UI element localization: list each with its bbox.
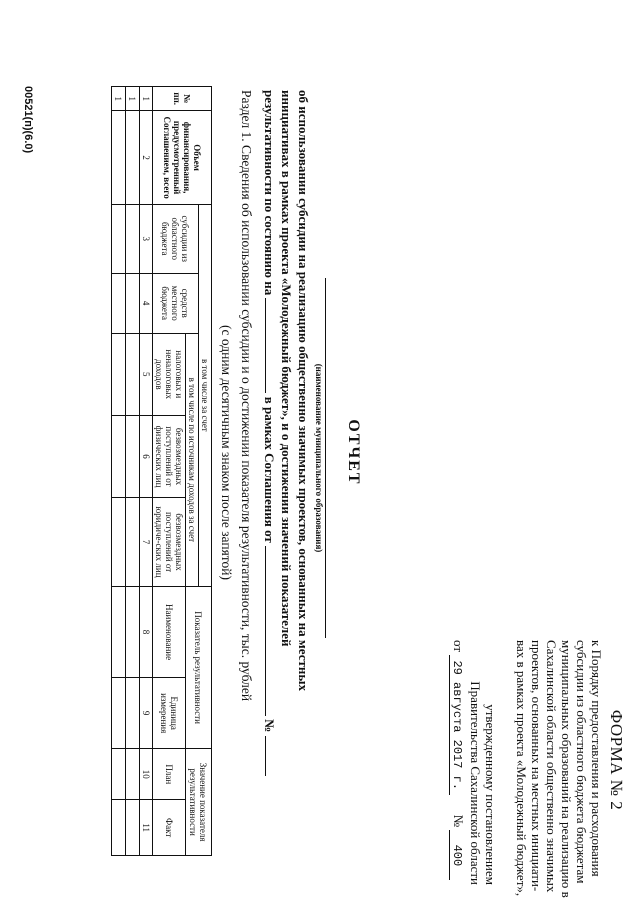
approved-line: Правительства Сахалинской области <box>468 681 483 885</box>
subject-line: инициативах в рамках проекта «Молодежный бюджет», и о достижении значений показателей <box>279 90 294 647</box>
column-number: 9 <box>140 678 153 749</box>
municipality-caption: (наименование муниципального образования) <box>314 363 324 553</box>
table-row <box>112 87 126 856</box>
order-line: муниципальных образований на реализацию в <box>559 640 574 898</box>
order-line: вах в рамках проекта «Молодежный бюджет», <box>514 640 529 897</box>
agreement-number-sign: № <box>262 719 277 733</box>
header-ind-unit: Единица измерения <box>153 678 186 749</box>
order-line: субсидии из областного бюджета бюджетам <box>574 640 589 884</box>
table-cell[interactable] <box>112 587 126 678</box>
header-phys: безвозмездных поступлений от физических лиц <box>153 415 186 497</box>
approved-line: утвержденному постановлением <box>483 704 498 885</box>
table-cell[interactable] <box>112 800 126 856</box>
table-cell[interactable] <box>126 587 140 678</box>
column-number-row <box>140 87 153 856</box>
table-cell[interactable] <box>126 415 140 497</box>
header-plan: План <box>153 749 186 800</box>
subsidy-table <box>111 86 212 856</box>
column-number: 4 <box>140 273 153 333</box>
approved-by <box>468 640 498 885</box>
header-including: в том числе за счет <box>199 204 212 586</box>
header-sources: в том числе по источникам доходов за счет <box>186 333 199 586</box>
column-number: 1 <box>140 87 153 111</box>
approval-date: 29 августа 2017 г. <box>449 655 464 795</box>
as-of-label: результативности по состоянию на <box>262 90 277 296</box>
table-cell[interactable] <box>112 111 126 204</box>
table-cell[interactable] <box>126 204 140 273</box>
agreement-number-field[interactable] <box>265 736 277 776</box>
column-number: 2 <box>140 111 153 204</box>
table-cell[interactable] <box>126 749 140 800</box>
column-number: 3 <box>140 204 153 273</box>
header-value: Значение показателя результативности <box>186 749 212 856</box>
report-title: ОТЧЕТ <box>345 419 362 486</box>
table-cell[interactable] <box>112 415 126 497</box>
table-cell[interactable] <box>126 273 140 333</box>
report-subject <box>261 90 312 870</box>
header-local: средств местного бюджета <box>153 273 199 333</box>
table-cell[interactable] <box>112 749 126 800</box>
table-cell[interactable] <box>112 678 126 749</box>
form-code: 00521(п)(6.0) <box>22 86 34 154</box>
form-title: ФОРМА № 2 <box>607 709 626 811</box>
order-line: к Порядку предоставления и расходования <box>589 640 604 877</box>
as-of-date-field[interactable] <box>265 298 277 393</box>
header-legal: безвозмездных поступлений от юридиче-ских лиц <box>153 498 186 587</box>
table-cell[interactable] <box>126 678 140 749</box>
header-subsidy: субсидии из областного бюджета <box>153 204 199 273</box>
column-number: 7 <box>140 498 153 587</box>
subject-line-3 <box>261 90 278 870</box>
approval-date-line <box>449 640 466 890</box>
order-reference <box>514 640 604 898</box>
table-cell[interactable] <box>112 333 126 415</box>
column-number: 6 <box>140 415 153 497</box>
municipality-field[interactable] <box>325 278 340 638</box>
row-number: 1 <box>112 87 126 111</box>
header-fact: Факт <box>153 800 186 856</box>
section-title: Раздел 1. Сведения об использовании субсидии и о достижении показателя результативности, тыс. рублей <box>239 90 254 702</box>
order-line: Сахалинской области общественно значимых <box>544 640 559 893</box>
approval-number: 400 <box>449 830 464 880</box>
date-prefix: от <box>451 640 466 653</box>
table-cell[interactable] <box>112 204 126 273</box>
agreement-date-field[interactable] <box>265 546 277 716</box>
table-cell[interactable] <box>112 498 126 587</box>
number-prefix: № <box>451 814 466 828</box>
header-tax: налоговых и неналоговых доходов <box>153 333 186 415</box>
row-number: 1 <box>126 87 140 111</box>
order-line: проектов, основанных на местных инициати- <box>529 640 544 892</box>
table-cell[interactable] <box>126 333 140 415</box>
column-number: 8 <box>140 587 153 678</box>
table-cell[interactable] <box>126 498 140 587</box>
table-cell[interactable] <box>126 800 140 856</box>
header-ind-name: Наименование <box>153 587 186 678</box>
column-number: 10 <box>140 749 153 800</box>
table-cell[interactable] <box>126 111 140 204</box>
header-num: № пп. <box>153 87 212 111</box>
header-volume: Объем финансирования, предусмотренный Соглашением, всего <box>153 111 212 204</box>
header-indicator: Показатель результативности <box>186 587 212 749</box>
agreement-label: в рамках Соглашения от <box>262 396 277 543</box>
decimal-note: (с одним десятичным знаком после запятой) <box>219 325 234 580</box>
table-row <box>126 87 140 856</box>
table-cell[interactable] <box>112 273 126 333</box>
column-number: 5 <box>140 333 153 415</box>
subject-line: об использовании субсидии на реализацию общественно значимых проектов, основанных на местных <box>296 90 311 691</box>
column-number: 11 <box>140 800 153 856</box>
